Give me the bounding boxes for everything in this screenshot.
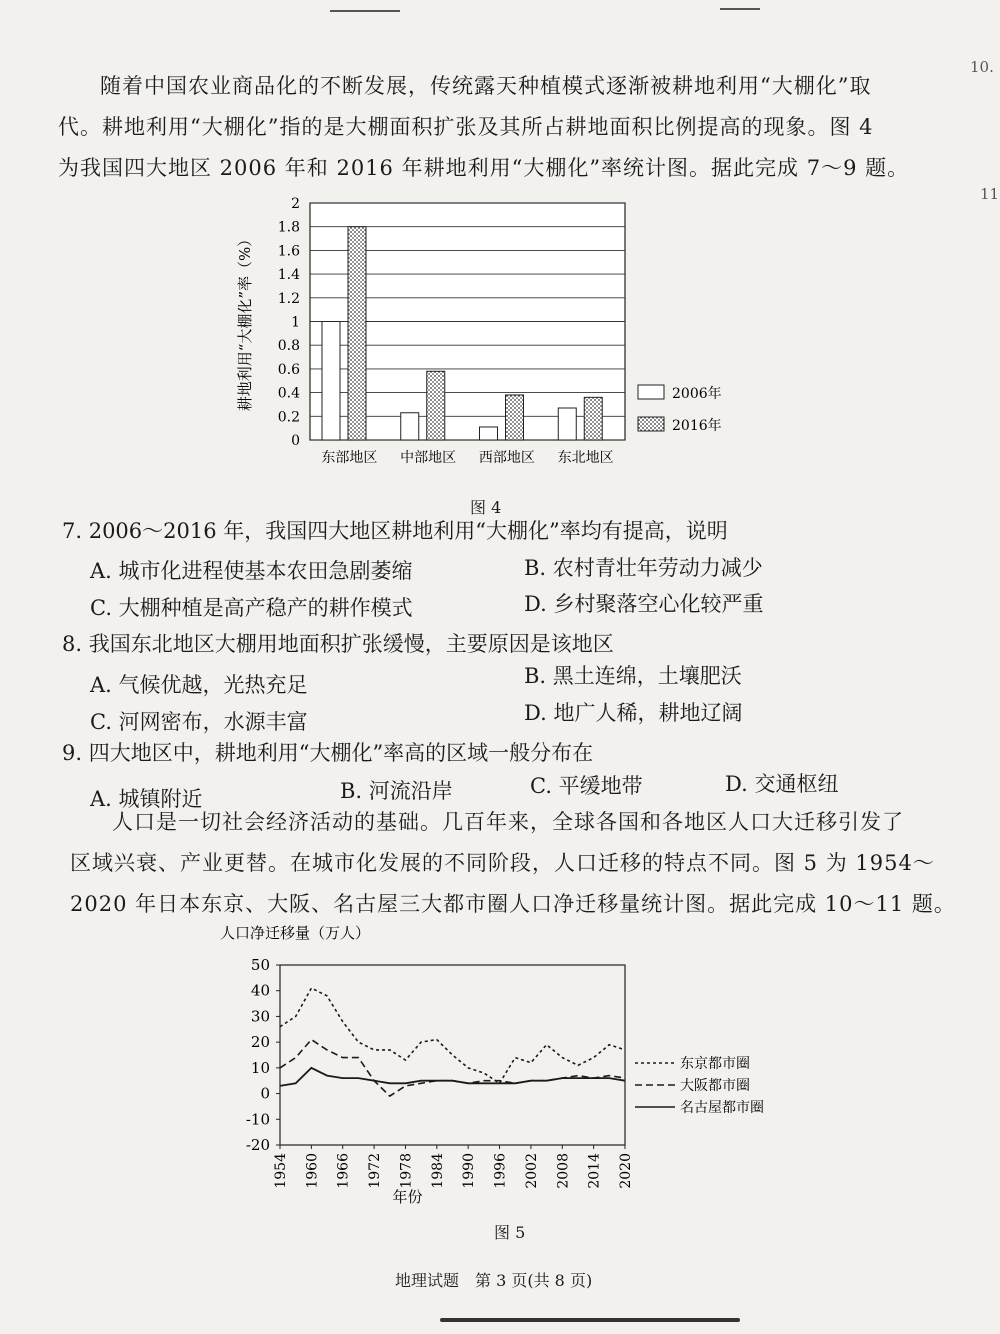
x-axis-label: 年份 bbox=[392, 1188, 423, 1205]
y-tick-label: 40 bbox=[250, 981, 270, 1000]
x-tick-label: 1966 bbox=[335, 1153, 352, 1189]
x-tick-label: 1960 bbox=[304, 1153, 321, 1189]
x-tick-label: 2020 bbox=[618, 1153, 634, 1189]
question-8-option-b[interactable]: B. 黑土连绵，土壤肥沃 bbox=[524, 664, 742, 688]
plot-frame bbox=[280, 965, 625, 1145]
x-tick-label: 1978 bbox=[398, 1153, 415, 1189]
y-tick-label: 1 bbox=[291, 314, 300, 331]
legend-label: 东京都市圈 bbox=[680, 1056, 750, 1072]
y-tick-label: 0.2 bbox=[277, 409, 300, 426]
question-9-option-b[interactable]: B. 河流沿岸 bbox=[340, 779, 453, 803]
figure-4-bar-chart bbox=[230, 195, 790, 485]
intro-line: 代。耕地利用“大棚化”指的是大棚面积扩张及其所占耕地面积比例提高的现象。图 4 bbox=[58, 115, 874, 139]
bar bbox=[506, 395, 524, 440]
intro-paragraph-1 bbox=[58, 66, 958, 189]
intro-line: 人口是一切社会经济活动的基础。几百年来，全球各国和各地区人口大迁移引发了 bbox=[112, 810, 904, 834]
question-8-option-c[interactable]: C. 河网密布，水源丰富 bbox=[90, 710, 308, 734]
legend-swatch bbox=[638, 417, 664, 431]
y-tick-label: -20 bbox=[245, 1136, 270, 1154]
intro-line: 区域兴衰、产业更替。在城市化发展的不同阶段，人口迁移的特点不同。图 5 为 1954～ bbox=[70, 851, 935, 875]
question-8-option-a[interactable]: A. 气候优越，光热充足 bbox=[90, 673, 308, 697]
margin-question-number: 10. bbox=[970, 58, 994, 76]
scan-edge bbox=[440, 1318, 740, 1322]
y-tick-label: 50 bbox=[250, 956, 270, 974]
y-tick-label: 1.6 bbox=[277, 243, 300, 260]
x-category-label: 东北地区 bbox=[557, 450, 614, 466]
legend-swatch bbox=[638, 385, 664, 399]
x-category-label: 东部地区 bbox=[321, 450, 378, 466]
series-line bbox=[280, 1040, 625, 1097]
bar bbox=[584, 397, 602, 440]
y-tick-label: 1.2 bbox=[277, 290, 300, 307]
y-tick-label: 1.4 bbox=[277, 267, 300, 284]
y-tick-label: 2 bbox=[291, 196, 300, 212]
legend-label: 大阪都市圈 bbox=[680, 1078, 750, 1094]
question-9-option-a[interactable]: A. 城镇附近 bbox=[90, 787, 203, 811]
legend-label: 2006年 bbox=[672, 386, 722, 402]
x-tick-label: 1990 bbox=[461, 1153, 478, 1189]
x-tick-label: 1984 bbox=[429, 1153, 446, 1189]
question-7-option-c[interactable]: C. 大棚种植是高产稳产的耕作模式 bbox=[90, 596, 413, 620]
y-tick-label: 30 bbox=[250, 1007, 270, 1026]
bar bbox=[401, 413, 419, 440]
intro-line: 2020 年日本东京、大阪、名古屋三大都市圈人口净迁移量统计图。据此完成 10～11 题。 bbox=[70, 892, 956, 916]
bar bbox=[558, 408, 576, 440]
figure-5-caption: 图 5 bbox=[494, 1223, 526, 1242]
x-category-label: 中部地区 bbox=[400, 450, 457, 466]
intro-paragraph-2 bbox=[70, 802, 970, 925]
y-tick-label: 10 bbox=[250, 1058, 270, 1077]
question-7-option-d[interactable]: D. 乡村聚落空心化较严重 bbox=[524, 592, 764, 616]
bar bbox=[348, 227, 366, 440]
bar bbox=[427, 371, 445, 440]
legend-label: 名古屋都市圈 bbox=[680, 1100, 764, 1116]
question-9-option-c[interactable]: C. 平缓地带 bbox=[530, 774, 643, 798]
question-8-stem: 8. 我国东北地区大棚用地面积扩张缓慢，主要原因是该地区 bbox=[62, 632, 614, 656]
y-tick-label: 20 bbox=[250, 1033, 270, 1052]
intro-line: 随着中国农业商品化的不断发展，传统露天种植模式逐渐被耕地利用“大棚化”取 bbox=[100, 74, 872, 98]
y-tick-label: 1.8 bbox=[277, 219, 300, 236]
y-tick-label: -10 bbox=[245, 1110, 270, 1129]
question-7-option-a[interactable]: A. 城市化进程使基本农田急剧萎缩 bbox=[90, 559, 413, 583]
legend-label: 2016年 bbox=[672, 418, 722, 434]
question-7-stem: 7. 2006～2016 年，我国四大地区耕地利用“大棚化”率均有提高，说明 bbox=[62, 519, 728, 543]
y-tick-label: 0 bbox=[260, 1084, 270, 1103]
question-9-option-d[interactable]: D. 交通枢纽 bbox=[725, 772, 839, 796]
margin-question-number: 11 bbox=[980, 185, 1000, 203]
x-tick-label: 1972 bbox=[367, 1153, 384, 1189]
x-tick-label: 2002 bbox=[523, 1153, 540, 1189]
x-category-label: 西部地区 bbox=[478, 450, 535, 466]
x-tick-label: 1996 bbox=[492, 1153, 509, 1189]
scan-mark bbox=[330, 10, 400, 15]
y-tick-label: 0.6 bbox=[277, 361, 300, 378]
y-tick-label: 0.8 bbox=[277, 338, 300, 355]
question-9-stem: 9. 四大地区中，耕地利用“大棚化”率高的区域一般分布在 bbox=[62, 741, 594, 765]
figure-4-caption: 图 4 bbox=[470, 498, 502, 517]
x-tick-label: 2008 bbox=[555, 1153, 572, 1189]
y-axis-label: 耕地利用“大棚化”率（%） bbox=[236, 231, 254, 412]
question-7-option-b[interactable]: B. 农村青壮年劳动力减少 bbox=[524, 556, 763, 580]
y-tick-label: 0 bbox=[291, 433, 300, 449]
bar bbox=[322, 322, 340, 441]
figure-5-line-chart bbox=[210, 920, 790, 1205]
x-tick-label: 2014 bbox=[586, 1153, 603, 1189]
intro-line: 为我国四大地区 2006 年和 2016 年耕地利用“大棚化”率统计图。据此完成 7～9 题。 bbox=[58, 156, 910, 180]
x-tick-label: 1954 bbox=[273, 1153, 289, 1189]
page-footer: 地理试题 第 3 页(共 8 页) bbox=[395, 1271, 593, 1290]
question-8-option-d[interactable]: D. 地广人稀，耕地辽阔 bbox=[524, 701, 743, 725]
bar bbox=[480, 427, 498, 440]
y-tick-label: 0.4 bbox=[277, 385, 300, 402]
y-axis-label: 人口净迁移量（万人） bbox=[220, 924, 371, 942]
series-line bbox=[280, 988, 625, 1083]
scan-mark bbox=[720, 8, 760, 13]
